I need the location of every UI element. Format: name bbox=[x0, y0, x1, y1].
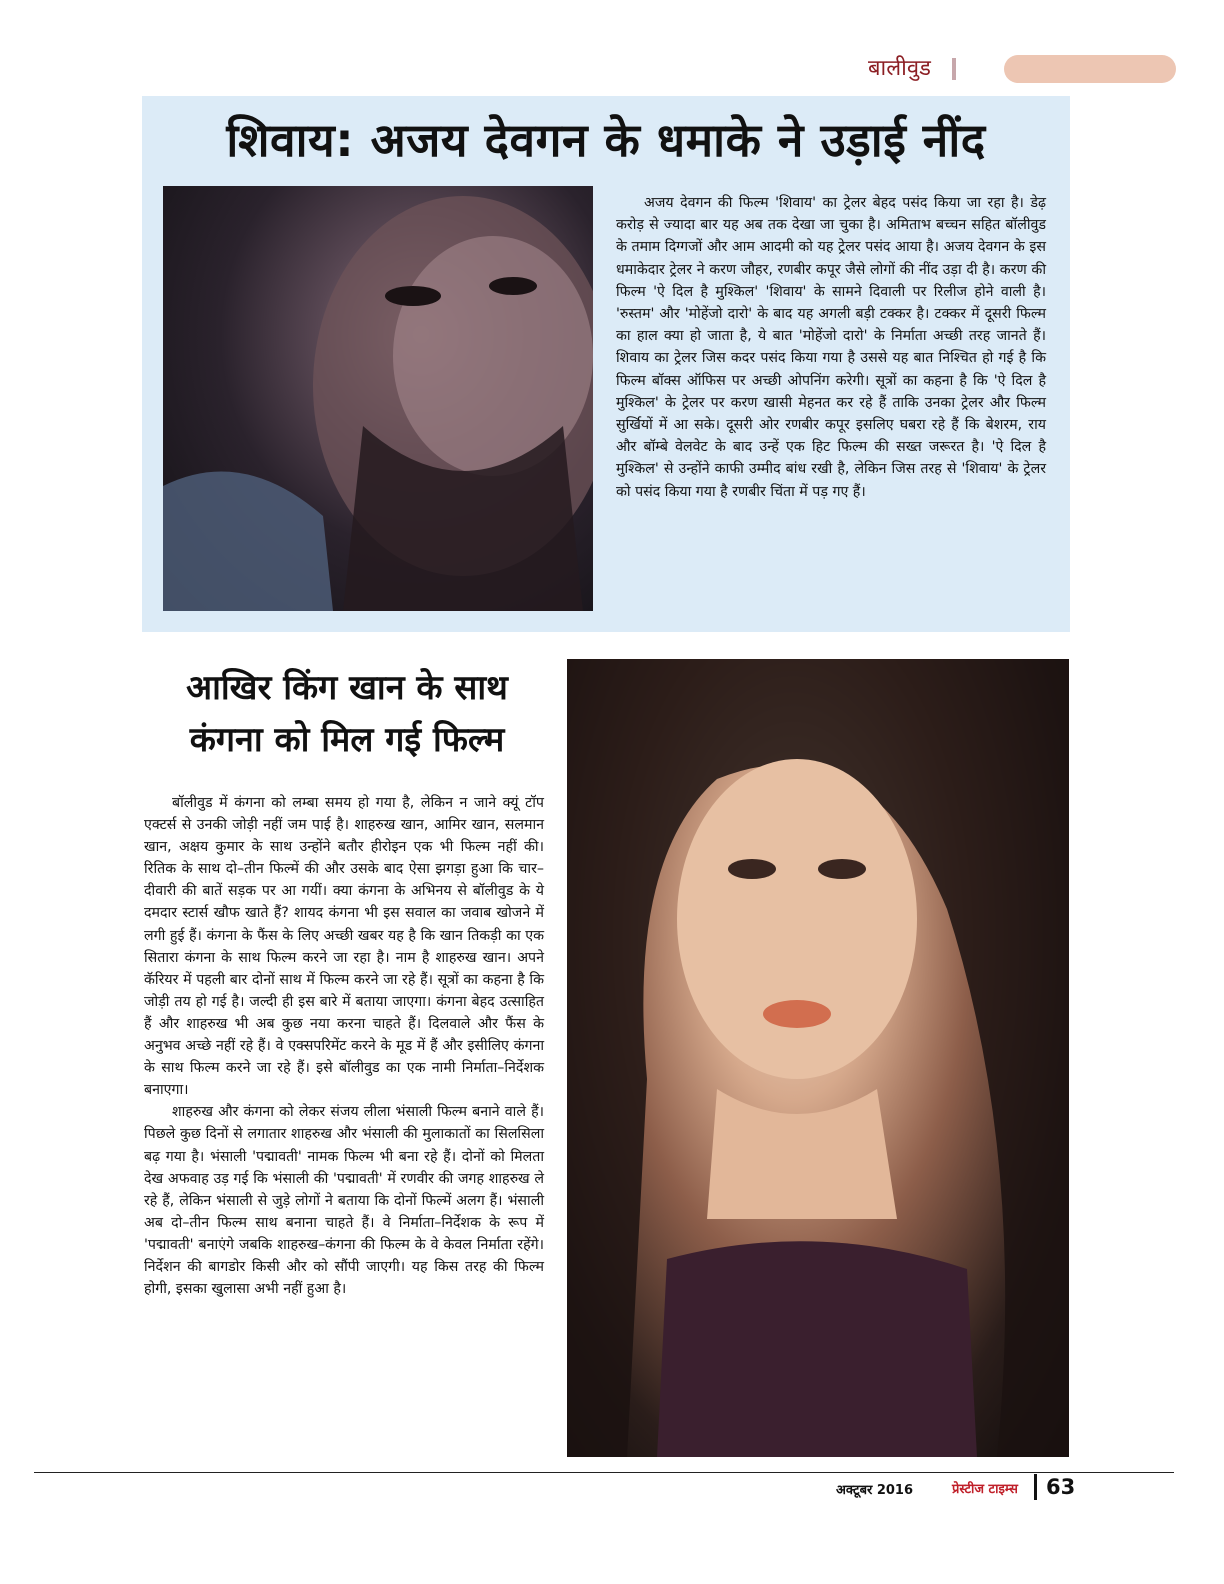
article-2-title-line-2: कंगना को मिल गई फिल्म bbox=[189, 720, 505, 760]
article-1-photo bbox=[163, 186, 593, 611]
article-1-title: शिवाय: अजय देवगन के धमाके ने उड़ाई नींद bbox=[226, 113, 986, 167]
section-divider bbox=[952, 58, 956, 80]
article-2-title-line-1: आखिर किंग खान के साथ bbox=[186, 668, 508, 708]
article-2-paragraph-1: बॉलीवुड में कंगना को लम्बा समय हो गया है, लेकिन न जाने क्यूं टॉप एक्टर्स से उनकी जोड़ी नहीं जम पाई है। शाहरुख खान, आमिर खान, सलमान खान, अक्षय कुमार के साथ उन्होंने बतौर हीरोइन एक भी फिल्म नहीं की। रितिक के साथ दो–तीन फिल्में की और उसके बाद ऐसा झगड़ा हुआ कि चार–दीवारी की बातें सड़क पर आ गयीं। क्या कंगना के अभिनय से बॉलीवुड के ये दमदार स्टार्स खौफ खाते हैं? शायद कंगना भी इस सवाल का जवाब खोजने में लगी हुई हैं। कंगना के फैंस के लिए अच्छी खबर यह है कि खान तिकड़ी का एक सितारा कंगना के साथ फिल्म करने जा रहा है। नाम है शाहरुख खान। अपने कॅरियर में पहली बार दोनों साथ में फिल्म करने जा रहे हैं। सूत्रों का कहना है कि जोड़ी तय हो गई है। जल्दी ही इस बारे में बताया जाएगा। कंगना बेहद उत्साहित हैं और शाहरुख भी अब कुछ नया करना चाहते हैं। दिलवाले और फैंस के अनुभव अच्छे नहीं रहे हैं। वे एक्सपरिमेंट करने के मूड में हैं और इसीलिए कंगना के साथ फिल्म करने जा रहे हैं। इसे बॉलीवुड का एक नामी निर्माता–निर्देशक बनाएगा। bbox=[144, 795, 544, 1099]
footer-separator bbox=[1034, 1474, 1037, 1500]
footer-date: अक्टूबर 2016 bbox=[836, 1483, 914, 1498]
header-decoration-pill bbox=[1004, 55, 1176, 83]
article-2-photo bbox=[567, 659, 1069, 1457]
article-1-body: अजय देवगन की फिल्म 'शिवाय' का ट्रेलर बेहद पसंद किया जा रहा है। डेढ़ करोड़ से ज्यादा बार यह अब तक देखा जा चुका है। अमिताभ बच्चन सहित बॉलीवुड के तमाम दिग्गजों और आम आदमी को यह ट्रेलर पसंद आया है। अजय देवगन के इस धमाकेदार ट्रेलर ने करण जौहर, रणबीर कपूर जैसे लोगों की नींद उड़ा दी है। करण की फिल्म 'ऐ दिल है मुश्किल' 'शिवाय' के सामने दिवाली पर रिलीज होने वाली है। 'रुस्तम' और 'मोहेंजो दारो' के बाद यह अगली बड़ी टक्कर है। टक्कर में दूसरी फिल्म का हाल क्या हो जाता है, ये बात 'मोहेंजो दारो' के निर्माता अच्छी तरह जानते हैं। शिवाय का ट्रेलर जिस कदर पसंद किया गया है उससे यह बात निश्चित हो गई है कि फिल्म बॉक्स ऑफिस पर अच्छी ओपनिंग करेगी। सूत्रों का कहना है कि 'ऐ दिल है मुश्किल' के ट्रेलर पर करण खासी मेहनत कर रहे हैं ताकि उनका ट्रेलर और फिल्म सुर्खियों में आ सके। दूसरी ओर रणबीर कपूर इसलिए घबरा रहे हैं कि बेशरम, राय और बॉम्बे वेलवेट के बाद उन्हें एक हिट फिल्म की सख्त जरूरत है। 'ऐ दिल है मुश्किल' से उन्होंने काफी उम्मीद बांध रखी है, लेकिन जिस तरह से 'शिवाय' के ट्रेलर को पसंद किया गया है रणबीर चिंता में पड़ गए हैं। bbox=[616, 195, 1046, 500]
page-number: 63 bbox=[1046, 1475, 1076, 1499]
portrait-illustration bbox=[567, 659, 1069, 1457]
article-2-body bbox=[144, 792, 544, 1300]
footer-brand-logo: प्रेस्टीज टाइम्स bbox=[952, 1482, 1018, 1497]
footer-rule bbox=[34, 1472, 1174, 1473]
article-2-paragraph-2: शाहरुख और कंगना को लेकर संजय लीला भंसाली फिल्म बनाने वाले हैं। पिछले कुछ दिनों से लगातार शाहरुख और भंसाली की मुलाकातों का सिलसिला बढ़ गया है। भंसाली 'पद्मावती' नामक फिल्म भी बना रहे हैं। दोनों को मिलता देख अफवाह उड़ गई कि भंसाली की 'पद्मावती' में रणवीर की जगह शाहरुख ले रहे हैं, लेकिन भंसाली से जुड़े लोगों ने बताया कि दोनों फिल्में अलग हैं। भंसाली अब दो–तीन फिल्म साथ बनाना चाहते हैं। वे निर्माता–निर्देशक के रूप में 'पद्मावती' बनाएंगे जबकि शाहरुख–कंगना की फिल्म के वे केवल निर्माता रहेंगे। निर्देशन की बागडोर किसी और को सौंपी जाएगी। यह किस तरह की फिल्म होगी, इसका खुलासा अभी नहीं हुआ है। bbox=[144, 1104, 544, 1298]
section-label: बालीवुड bbox=[868, 56, 931, 81]
portrait-illustration bbox=[163, 186, 593, 611]
article-2-title bbox=[142, 662, 552, 766]
